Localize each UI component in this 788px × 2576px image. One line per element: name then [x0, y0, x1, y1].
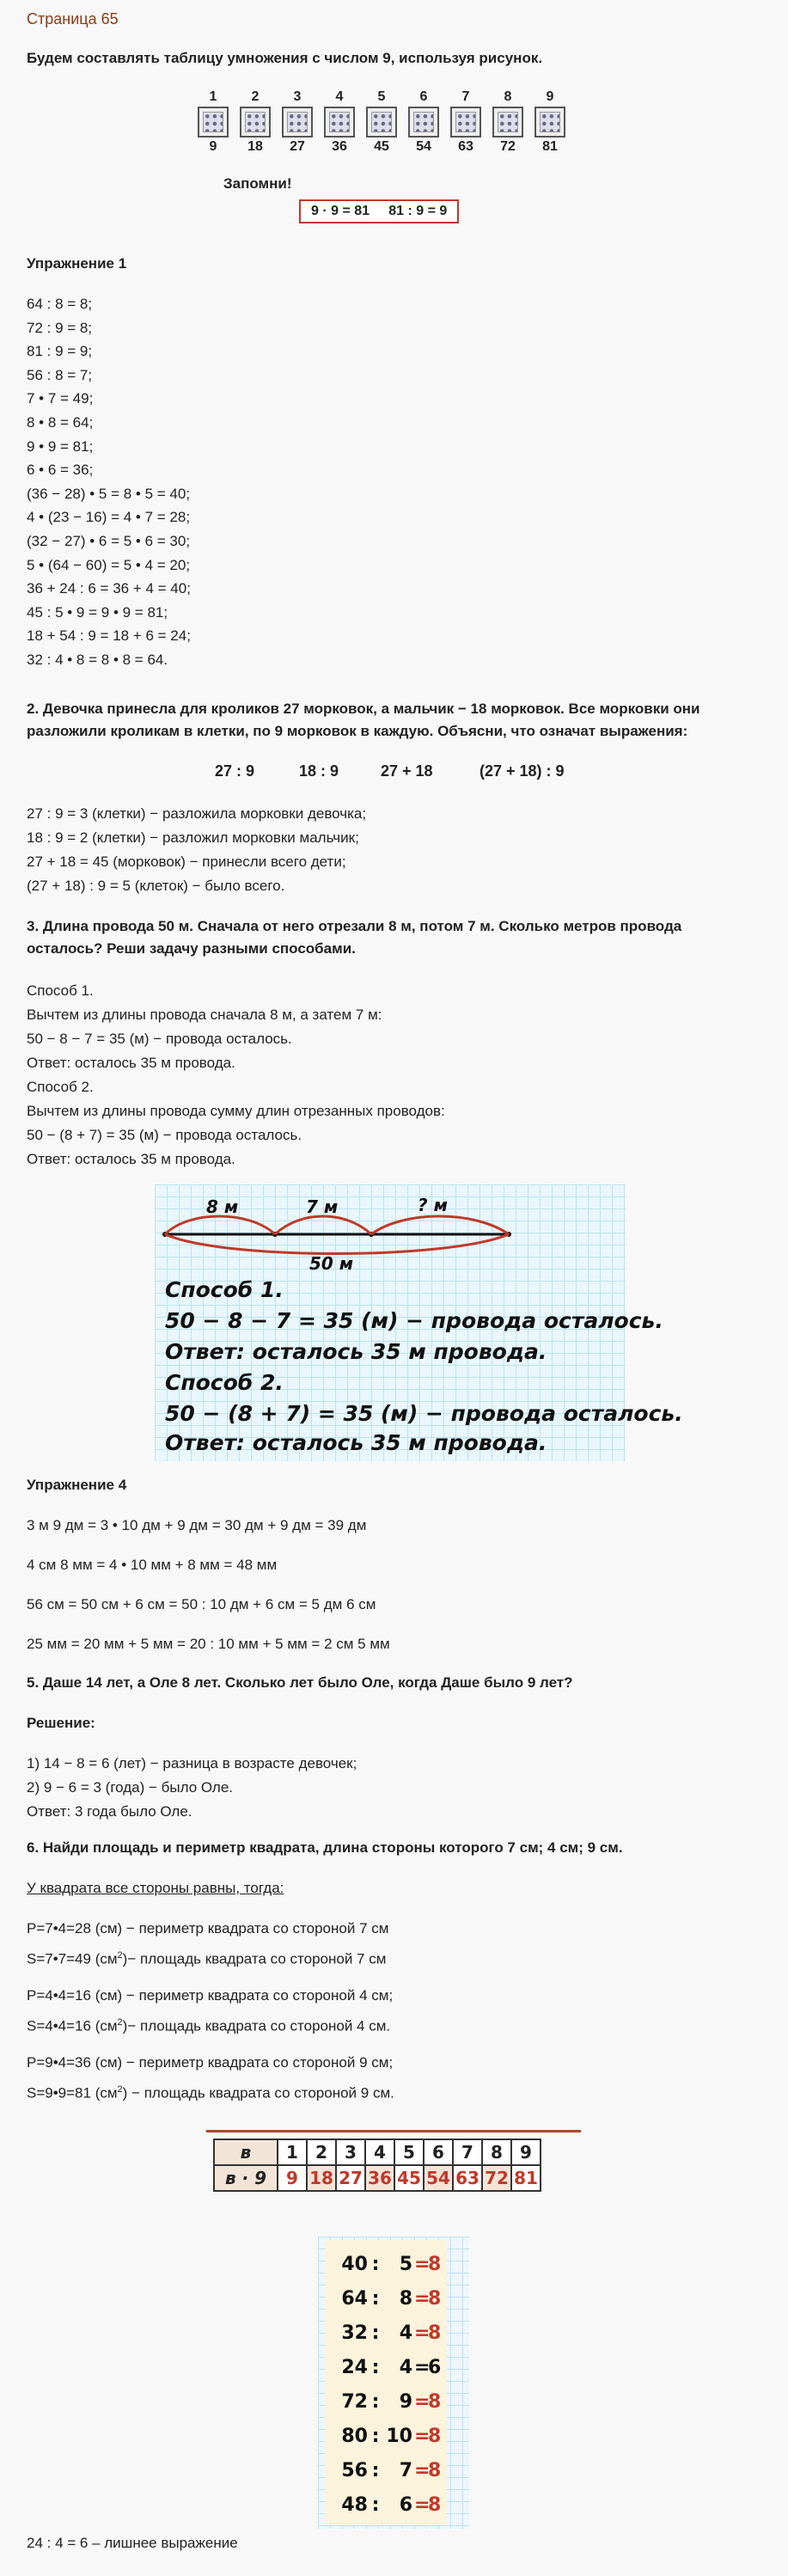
table-cell-product: 27 — [336, 2165, 365, 2191]
ex1-line: 4 • (23 − 16) = 4 • 7 = 28; — [27, 509, 191, 526]
cube-product: 27 — [290, 139, 305, 154]
ex3-line: 50 − (8 + 7) = 35 (м) − провода осталось. — [27, 1127, 302, 1143]
cube-product: 81 — [542, 139, 558, 154]
ex3-heading-2: осталось? Реши задачу разными способами. — [27, 940, 356, 957]
table-cell-product: 81 — [511, 2165, 541, 2191]
area-text-rest: )− площадь квадрата со стороной 7 см — [122, 1950, 387, 1967]
dice-cube-icon — [534, 107, 565, 138]
division-cell: : — [371, 2288, 380, 2310]
ex1-line: 36 + 24 : 6 = 36 + 4 = 40; — [27, 580, 191, 597]
division-cell: : — [371, 2494, 380, 2516]
ex1-line: 8 • 8 = 64; — [27, 414, 94, 431]
division-cell: 32 — [341, 2322, 368, 2344]
row-head-b9: в · 9 — [214, 2165, 278, 2191]
division-cell: : — [371, 2460, 380, 2481]
dice-cube-icon — [240, 107, 271, 138]
ex6-note: У квадрата все стороны равны, тогда: — [27, 1880, 284, 1896]
division-cell: 8 — [428, 2254, 442, 2275]
ex6-heading: 6. Найди площадь и периметр квадрата, длина стороны которого 7 см; 4 см; 9 см. — [27, 1839, 623, 1856]
ex1-line: 81 : 9 = 9; — [27, 343, 93, 360]
division-cell: = — [414, 2288, 431, 2310]
division-cell: : — [371, 2426, 380, 2447]
table-top-rule — [206, 2130, 581, 2132]
dice-cube-icon — [492, 107, 523, 138]
area-exponent: 2 — [117, 2017, 123, 2028]
ex5-line: Ответ: 3 года было Оле. — [27, 1803, 192, 1820]
brace-8 — [165, 1216, 275, 1234]
fig-line-6: Ответ: осталось 35 м провода. — [165, 1430, 547, 1455]
fig-line-5: 50 − (8 + 7) = 35 (м) − провода осталось. — [165, 1401, 683, 1426]
division-cell: = — [414, 2322, 431, 2344]
division-cell: 4 — [399, 2322, 412, 2344]
division-cell: 8 — [428, 2391, 442, 2413]
division-cell: 64 — [341, 2288, 368, 2310]
ex2-line: 18 : 9 = 2 (клетки) − разложил морковки мальчик; — [27, 829, 359, 846]
ex3-heading-1: 3. Длина провода 50 м. Сначала от него отрезали 8 м, потом 7 м. Сколько метров провода — [27, 918, 682, 934]
ex2-expr-2: 18 : 9 — [299, 762, 339, 780]
ex2-line: 27 + 18 = 45 (морковок) − принесли всего дети; — [27, 854, 346, 870]
division-cell: : — [371, 2391, 380, 2413]
table-cell-product: 18 — [307, 2165, 336, 2191]
ex5-heading: 5. Даше 14 лет, а Оле 8 лет. Сколько лет было Оле, когда Даше было 9 лет? — [27, 1674, 573, 1691]
area-text-rest: )− площадь квадрата со стороной 4 см. — [122, 2017, 391, 2034]
ex6-perimeter-line: P=9•4=36 (см) − периметр квадрата со стороной 9 см; — [27, 2054, 394, 2071]
ex2-line: (27 + 18) : 9 = 5 (клеток) − было всего. — [27, 878, 285, 894]
division-cell: 8 — [428, 2460, 442, 2481]
ex2-expr-3: 27 + 18 — [381, 762, 433, 780]
ex2-expr-1: 27 : 9 — [215, 762, 255, 780]
ex1-line: (32 − 27) • 6 = 5 • 6 = 30; — [27, 533, 191, 549]
dice-cube-icon — [366, 107, 397, 138]
ex1-line: 64 : 8 = 8; — [27, 296, 93, 312]
table-cell-product: 63 — [453, 2165, 482, 2191]
division-cell: 8 — [428, 2288, 442, 2310]
area-exponent: 2 — [117, 2084, 123, 2095]
ex6-area-line — [27, 2081, 394, 2102]
mult-table — [213, 2139, 541, 2192]
cube-index: 3 — [293, 89, 302, 104]
ex1-line: 56 : 8 = 7; — [27, 366, 93, 383]
cube-product: 63 — [458, 139, 473, 154]
ex5-line: 2) 9 − 6 = 3 (года) − было Оле. — [27, 1779, 234, 1796]
fig-line-1: Способ 1. — [165, 1277, 284, 1302]
ex4-heading: Упражнение 4 — [27, 1477, 127, 1493]
ex1-line: 32 : 4 • 8 = 8 • 8 = 64. — [27, 652, 168, 668]
cube-index: 9 — [546, 89, 554, 104]
cube-product: 54 — [416, 139, 431, 154]
division-cell: = — [414, 2391, 431, 2413]
division-cell: = — [414, 2460, 431, 2481]
ex4-line: 25 мм = 20 мм + 5 мм = 20 : 10 мм + 5 мм = 2 см 5 мм — [27, 1636, 390, 1652]
division-cell: 8 — [399, 2288, 412, 2310]
ex1-line: 72 : 9 = 8; — [27, 319, 93, 336]
ex5-line: 1) 14 − 8 = 6 (лет) − разница в возрасте девочек; — [27, 1755, 357, 1771]
cube-index: 6 — [419, 89, 428, 104]
division-cell: : — [371, 2322, 380, 2344]
ex1-line: 5 • (64 − 60) = 5 • 4 = 20; — [27, 556, 191, 573]
fig-line-4: Способ 2. — [165, 1370, 284, 1395]
cube-index: 8 — [504, 89, 512, 104]
cube-product: 9 — [209, 139, 217, 154]
ex3-line: Ответ: осталось 35 м провода. — [27, 1151, 235, 1167]
brace-rest — [371, 1216, 509, 1234]
ex1-line: 7 • 7 = 49; — [27, 390, 94, 407]
ex3-line: Способ 1. — [27, 982, 94, 999]
division-cell: 5 — [399, 2254, 412, 2275]
ex2-expr-4: (27 + 18) : 9 — [480, 762, 565, 780]
table-cell-b: 4 — [365, 2139, 394, 2165]
dice-cube-icon — [198, 107, 229, 138]
table-cell-product: 72 — [482, 2165, 511, 2191]
ex6-perimeter-line: P=4•4=16 (см) − периметр квадрата со стороной 4 см; — [27, 1987, 394, 2004]
dice-cube-icon — [450, 107, 481, 138]
division-figure — [318, 2236, 469, 2529]
ex3-line: Ответ: осталось 35 м провода. — [27, 1055, 235, 1071]
ex1-line: (36 − 28) • 5 = 8 • 5 = 40; — [27, 485, 191, 502]
table-cell-product: 9 — [278, 2165, 307, 2191]
wire-total: 50 м — [309, 1253, 354, 1274]
wire-seg2: 7 м — [306, 1196, 339, 1217]
area-text: S=4•4=16 (см — [27, 2017, 118, 2034]
division-cell: 40 — [341, 2254, 368, 2275]
dice-cube-icon — [282, 107, 313, 138]
division-cell: 10 — [386, 2426, 412, 2447]
ex3-line: Вычтем из длины провода сумму длин отрезанных проводов: — [27, 1103, 445, 1119]
ex5-solution-label: Решение: — [27, 1715, 95, 1731]
ex2-line: 27 : 9 = 3 (клетки) − разложила морковки девочка; — [27, 805, 367, 822]
cube-index: 7 — [461, 89, 470, 104]
table-cell-b: 5 — [394, 2139, 424, 2165]
table-cell-b: 6 — [424, 2139, 453, 2165]
ex1-line: 18 + 54 : 9 = 18 + 6 = 24; — [27, 627, 191, 645]
table-cell-product: 54 — [424, 2165, 453, 2191]
ex3-line: Способ 2. — [27, 1079, 94, 1095]
area-text-rest: ) − площадь квадрата со стороной 9 см. — [122, 2084, 394, 2102]
ex1-line: 9 • 9 = 81; — [27, 437, 94, 455]
division-cell: 6 — [399, 2494, 412, 2516]
intro-text: Будем составлять таблицу умножения с числом 9, используя рисунок. — [27, 50, 543, 66]
table-cell-b: 9 — [511, 2139, 541, 2165]
row-head-b: в — [214, 2139, 278, 2165]
cube-index: 4 — [335, 89, 344, 104]
cubes-figure — [198, 89, 593, 236]
division-cell: 56 — [341, 2460, 368, 2481]
division-cell: = — [414, 2426, 431, 2447]
division-cell: 4 — [399, 2357, 412, 2378]
area-text: S=9•9=81 (см — [27, 2084, 118, 2102]
remember-label: Запомни! — [223, 175, 292, 192]
division-cell: 8 — [428, 2426, 442, 2447]
table-cell-b: 8 — [482, 2139, 511, 2165]
final-line: 24 : 4 = 6 – лишнее выражение — [27, 2535, 238, 2551]
ex1-heading: Упражнение 1 — [27, 255, 127, 272]
wire-seg1: 8 м — [206, 1196, 239, 1217]
ex4-line: 3 м 9 дм = 3 • 10 дм + 9 дм = 30 дм + 9 дм = 39 дм — [27, 1517, 367, 1533]
ex3-line: Вычтем из длины провода сначала 8 м, а затем 7 м: — [27, 1007, 382, 1023]
cube-index: 5 — [377, 89, 386, 104]
cube-product: 36 — [332, 139, 347, 154]
ex4-line: 4 см 8 мм = 4 • 10 мм + 8 мм = 48 мм — [27, 1557, 278, 1573]
ex6-area-line — [27, 2014, 390, 2035]
area-text: S=7•7=49 (см — [27, 1950, 118, 1967]
ex4-line: 56 см = 50 см + 6 см = 50 : 10 дм + 6 см = 5 дм 6 см — [27, 1596, 376, 1612]
division-cell: 48 — [341, 2494, 368, 2516]
ex2-heading-2: разложили кроликам в клетки, по 9 морковок в каждую. Объясни, что означат выражения: — [27, 723, 688, 739]
wire-figure — [155, 1184, 683, 1461]
table-cell-b: 3 — [336, 2139, 365, 2165]
division-cell: 72 — [341, 2391, 368, 2413]
dice-cube-icon — [408, 107, 439, 138]
cube-product: 45 — [374, 139, 389, 154]
table-cell-b: 7 — [453, 2139, 482, 2165]
ex3-line: 50 − 8 − 7 = 35 (м) − провода осталось. — [27, 1031, 292, 1047]
ex6-area-line — [27, 1947, 386, 1968]
area-exponent: 2 — [117, 1950, 123, 1961]
division-cell: 6 — [428, 2357, 442, 2378]
division-cell: 80 — [341, 2426, 368, 2447]
fig-line-3: Ответ: осталось 35 м провода. — [165, 1339, 547, 1364]
fig-line-2: 50 − 8 − 7 = 35 (м) − провода осталось. — [165, 1308, 663, 1333]
table-cell-product: 36 — [365, 2165, 394, 2191]
ex1-line: 45 : 5 • 9 = 9 • 9 = 81; — [27, 603, 168, 621]
division-cell: : — [371, 2357, 380, 2378]
cube-product: 72 — [500, 139, 516, 154]
brace-7 — [275, 1216, 371, 1234]
division-cell: 9 — [399, 2391, 412, 2413]
division-cell: = — [414, 2494, 431, 2516]
table-cell-product: 45 — [394, 2165, 424, 2191]
division-cell: = — [414, 2254, 431, 2275]
column-paper — [325, 2240, 447, 2525]
division-cell: 24 — [341, 2357, 368, 2378]
division-cell: = — [414, 2357, 431, 2378]
page-title: Страница 65 — [27, 10, 119, 28]
cube-index: 1 — [209, 89, 217, 104]
division-cell: 8 — [428, 2494, 442, 2516]
ex1-line: 6 • 6 = 36; — [27, 462, 94, 479]
ex6-perimeter-line: P=7•4=28 (см) − периметр квадрата со стороной 7 см — [27, 1920, 389, 1937]
cube-index: 2 — [251, 89, 260, 104]
table-cell-b: 2 — [307, 2139, 336, 2165]
brace-total — [165, 1234, 509, 1254]
cube-product: 18 — [247, 139, 263, 154]
dice-cube-icon — [324, 107, 355, 138]
wire-seg3: ? м — [418, 1195, 448, 1215]
division-cell: 7 — [399, 2460, 412, 2481]
table-figure — [206, 2130, 581, 2209]
remember-box: 9 · 9 = 81 81 : 9 = 9 — [299, 199, 459, 223]
ex2-heading-1: 2. Девочка принесла для кроликов 27 морковок, а мальчик − 18 морковок. Все морковки они — [27, 701, 700, 717]
division-cell: : — [371, 2254, 380, 2275]
table-cell-b: 1 — [278, 2139, 307, 2165]
division-cell: 8 — [428, 2322, 442, 2344]
